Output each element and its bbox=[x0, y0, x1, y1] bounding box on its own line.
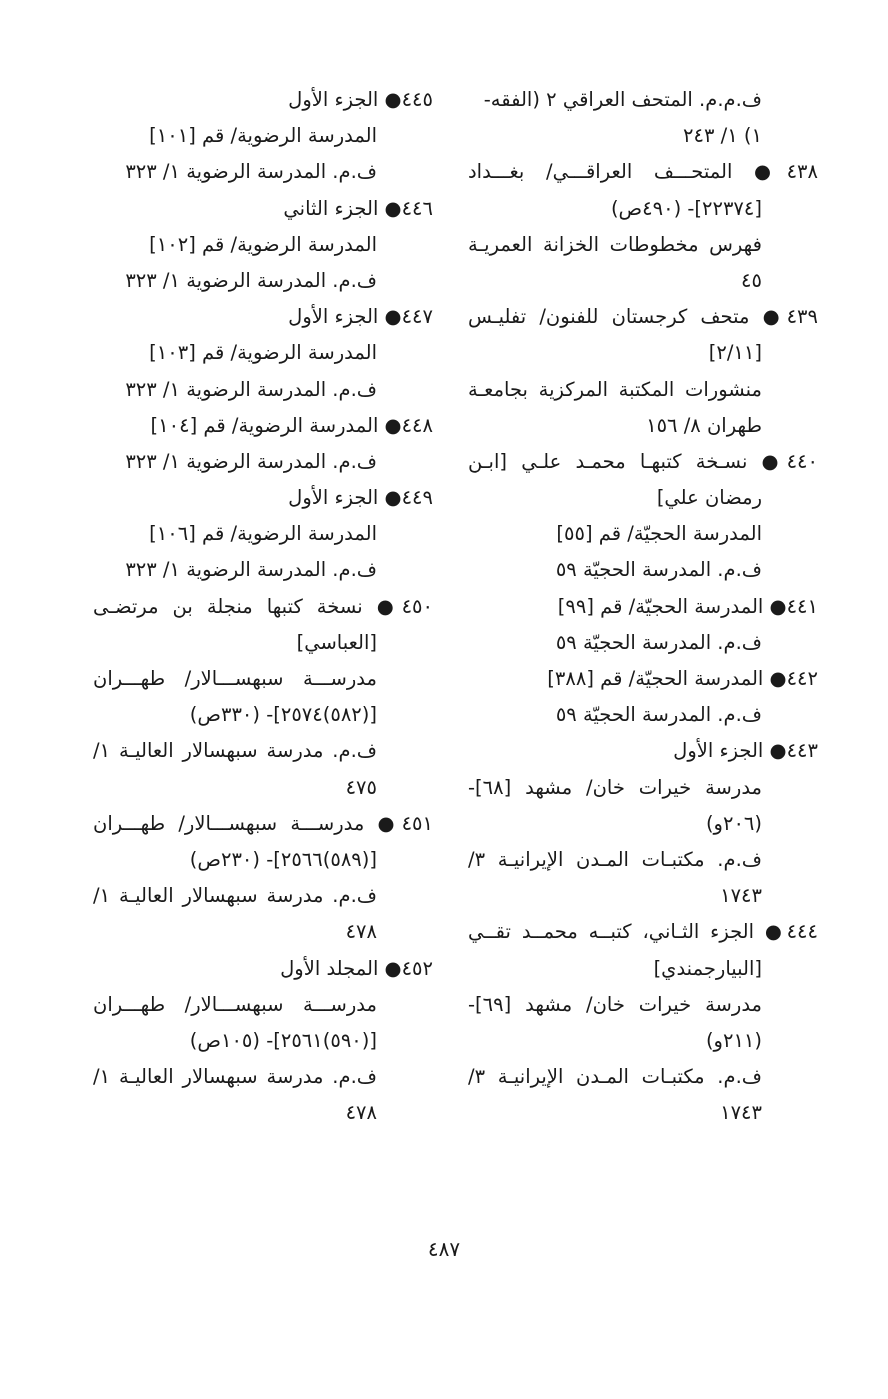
continuation-line: ف.م. مكتبـات المـدن الإيرانيـة ٣/ bbox=[468, 847, 762, 871]
continuation-line: ف.م. المدرسة الرضوية ١/ ٣٢٣ bbox=[125, 377, 377, 401]
right-column bbox=[468, 82, 818, 1131]
continuation-line: [(٥٨٢)٢٥٧٤]- (٣٣٠ص) bbox=[189, 703, 377, 727]
continuation-line: ف.م. المدرسة الحجيّة ٥٩ bbox=[555, 558, 762, 582]
continuation-line: [٢/١١] bbox=[708, 341, 762, 365]
entry-line: ٤٤٦● الجزء الثاني bbox=[283, 196, 433, 220]
continuation-line: المدرسة الرضوية/ قم [١٠١] bbox=[149, 124, 377, 148]
entry-line: ٤٣٨● المتحـــف العراقـــي/ بغـــداد bbox=[468, 160, 818, 184]
continuation-line: فهرس مخطوطات الخزانة العمريـة bbox=[468, 232, 762, 256]
continuation-line: مدرسة خيرات خان/ مشهد [٦٩]- bbox=[468, 992, 762, 1016]
continuation-line: ٤٧٨ bbox=[345, 1101, 377, 1125]
entry-line: ٤٤١● المدرسة الحجيّة/ قم [٩٩] bbox=[557, 594, 818, 618]
continuation-line: ف.م. المدرسة الرضوية ١/ ٣٢٣ bbox=[125, 268, 377, 292]
entry-line: ٤٤٩● الجزء الأول bbox=[288, 486, 433, 510]
continuation-line: منشورات المكتبة المركزية بجامعـة bbox=[468, 377, 762, 401]
continuation-line: [٢٢٣٧٤]- (٤٩٠ص) bbox=[610, 196, 762, 220]
continuation-line: ف.م. مدرسة سبهسالار العاليـة ١/ bbox=[93, 884, 377, 908]
continuation-line: ف.م. المدرسة الرضوية ١/ ٣٢٣ bbox=[125, 160, 377, 184]
continuation-line: ٤٧٨ bbox=[345, 920, 377, 944]
continuation-line: ف.م. المدرسة الرضوية ١/ ٣٢٣ bbox=[125, 558, 377, 582]
continuation-line: طهران ٨/ ١٥٦ bbox=[646, 413, 762, 437]
page-number: ٤٨٧ bbox=[427, 1237, 461, 1261]
entry-line: ٤٤٢● المدرسة الحجيّة/ قم [٣٨٨] bbox=[547, 667, 818, 690]
continuation-line: [(٥٩٠)٢٥٦١]- (١٠٥ص) bbox=[189, 1028, 377, 1052]
entry-line: ٤٤٠● نسـخة كتبهـا محمـد علـي [ابـن bbox=[468, 449, 818, 473]
continuation-line: المدرسة الحجيّة/ قم [٥٥] bbox=[556, 522, 762, 546]
continuation-line: ف.م.م. المتحف العراقي ٢ (الفقه- bbox=[483, 88, 762, 111]
continuation-line: مدرســـة سبهســـالار/ طهـــران bbox=[93, 667, 377, 690]
continuation-line: (٢١١و) bbox=[705, 1028, 762, 1052]
continuation-line: ٤٥ bbox=[741, 268, 762, 292]
left-column bbox=[93, 82, 433, 1131]
continuation-line: رمضان علي] bbox=[656, 486, 762, 510]
entry-line: ٤٤٥● الجزء الأول bbox=[288, 88, 433, 111]
continuation-line: ف.م. مدرسة سبهسالار العاليـة ١/ bbox=[93, 739, 377, 763]
entry-line: ٤٤٨● المدرسة الرضوية/ قم [١٠٤] bbox=[150, 413, 433, 437]
continuation-line: ١) ١/ ٢٤٣ bbox=[683, 124, 762, 148]
entry-line: ٤٥٠● نسخة كتبها منجلة بن مرتضـى bbox=[93, 594, 433, 618]
continuation-line: ٤٧٥ bbox=[345, 775, 377, 799]
entry-line: ٤٣٩● متحف كرجستان للفنون/ تفليـس bbox=[468, 305, 818, 329]
entry-line: ٤٤٣● الجزء الأول bbox=[673, 739, 818, 763]
continuation-line: مدرســـة سبهســـالار/ طهـــران bbox=[93, 992, 377, 1016]
continuation-line: المدرسة الرضوية/ قم [١٠٢] bbox=[149, 232, 377, 256]
continuation-line: ف.م. المدرسة الحجيّة ٥٩ bbox=[555, 630, 762, 654]
entry-line: ٤٤٤● الجزء الثـاني، كتبــه محمــد تقــي bbox=[468, 920, 818, 944]
entry-line: ٤٥١● مدرســـة سبهســـالار/ طهـــران bbox=[93, 811, 433, 835]
continuation-line: المدرسة الرضوية/ قم [١٠٣] bbox=[149, 341, 377, 365]
continuation-line: ١٧٤٣ bbox=[720, 884, 762, 908]
continuation-line: ف.م. المدرسة الرضوية ١/ ٣٢٣ bbox=[125, 449, 377, 473]
continuation-line: المدرسة الرضوية/ قم [١٠٦] bbox=[149, 522, 377, 546]
continuation-line: [(٥٨٩)٢٥٦٦]- (٢٣٠ص) bbox=[189, 847, 377, 871]
continuation-line: ف.م. مدرسة سبهسالار العاليـة ١/ bbox=[93, 1065, 377, 1089]
continuation-line: مدرسة خيرات خان/ مشهد [٦٨]- bbox=[468, 775, 762, 799]
continuation-line: (٢٠٦و) bbox=[705, 811, 762, 835]
continuation-line: ١٧٤٣ bbox=[720, 1101, 762, 1125]
entry-line: ٤٤٧● الجزء الأول bbox=[288, 305, 433, 329]
continuation-line: ف.م. المدرسة الحجيّة ٥٩ bbox=[555, 703, 762, 727]
continuation-line: [العباسي] bbox=[296, 630, 377, 654]
continuation-line: ف.م. مكتبـات المـدن الإيرانيـة ٣/ bbox=[468, 1065, 762, 1089]
entry-line: ٤٥٢● المجلد الأول bbox=[280, 956, 433, 980]
continuation-line: [البيارجمندي] bbox=[653, 956, 762, 980]
